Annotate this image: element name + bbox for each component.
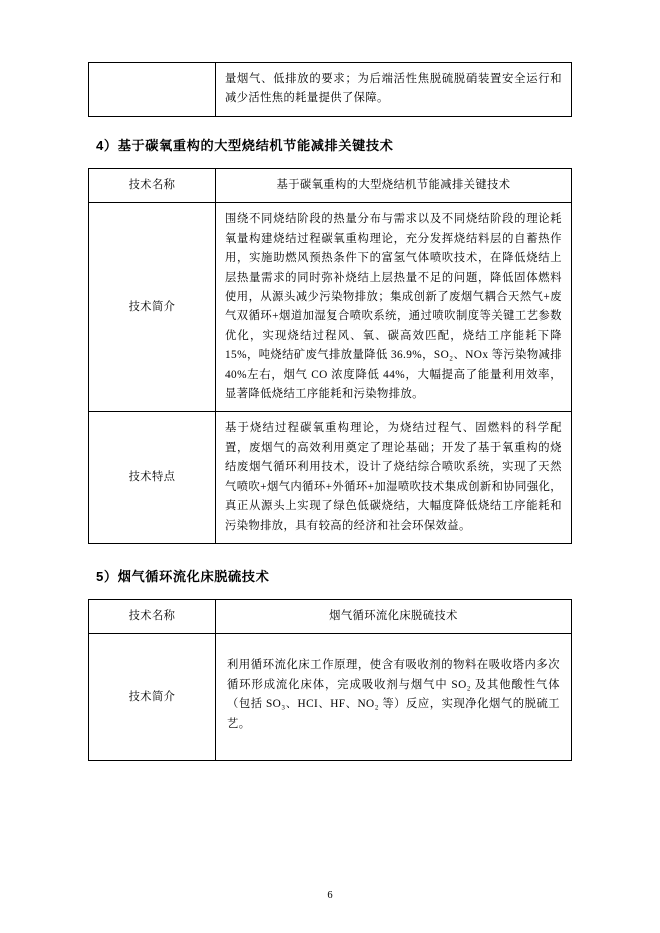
table-row — [89, 63, 572, 117]
table-row — [89, 412, 572, 544]
page-number: 6 — [327, 890, 333, 901]
table-continued-from-previous-page — [88, 62, 572, 117]
table-cell-label: 技术简介 — [89, 203, 216, 412]
table-cell-label: 技术名称 — [89, 600, 216, 634]
table-cell-label: 技术名称 — [89, 168, 216, 202]
technology-table-4 — [88, 168, 572, 544]
table-cell-value: 基于烧结过程碳氧重构理论，为烧结过程气、固燃料的科学配置，废烟气的高效利用奠定了理论基础；开发了基于氧重构的烧结废烟气循环利用技术，设计了烧结综合喷吹系统，实现了天然气喷吹+烟气内循环+外循环+加湿喷吹技术集成创新和协同强化，真正从源头上实现了绿色低碳烧结，大幅度降低烧结工序能耗和污染物排放，具有较高的经济和社会环保效益。 — [216, 412, 572, 544]
table-cell-value: 基于碳氧重构的大型烧结机节能减排关键技术 — [216, 168, 572, 202]
table-cell-label: 技术特点 — [89, 412, 216, 544]
technology-table-5 — [88, 599, 572, 761]
table-cell-label: 技术简介 — [89, 634, 216, 761]
table-cell-value: 烟气循环流化床脱硫技术 — [216, 600, 572, 634]
section-heading-5: 5）烟气循环流化床脱硫技术 — [96, 569, 270, 585]
table-cell-value: 量烟气、低排放的要求；为后端活性焦脱硫脱硝装置安全运行和减少活性焦的耗量提供了保障。 — [216, 63, 572, 117]
table-row — [89, 634, 572, 761]
table-cell-value: 利用循环流化床工作原理，使含有吸收剂的物料在吸收塔内多次循环形成流化床体，完成吸收剂与烟气中 SO₂ 及其他酸性气体（包括 SO₃、HCI、HF、NO₂ 等）反应，实现净化烟气的脱硫工艺。 — [216, 634, 572, 761]
table-row — [89, 600, 572, 634]
section-heading-4: 4）基于碳氧重构的大型烧结机节能减排关键技术 — [96, 137, 394, 153]
table-row — [89, 203, 572, 412]
table-row — [89, 168, 572, 202]
table-cell-label — [89, 63, 216, 117]
table-cell-value: 围绕不同烧结阶段的热量分布与需求以及不同烧结阶段的理论耗氧量构建烧结过程碳氧重构理论，充分发挥烧结料层的自蓄热作用，实施助燃风预热条件下的富氢气体喷吹技术，在降低烧结上层热量需求的同时弥补烧结上层热量不足的问题，降低固体燃料使用，从源头减少污染物排放；集成创新了废烟气耦合天然气+废气双循环+烟道加湿复合喷吹系统，通过喷吹制度等关键工艺参数优化，实现烧结过程风、氧、碳高效匹配，烧结工序能耗下降 15%，吨烧结矿废气排放量降低 36.9%，SO₂、NOx 等污染物减排 40%左右，烟气 CO 浓度降低 44%，大幅提高了能量利用效率，显著降低烧结工序能耗和污染物排放。 — [216, 203, 572, 412]
